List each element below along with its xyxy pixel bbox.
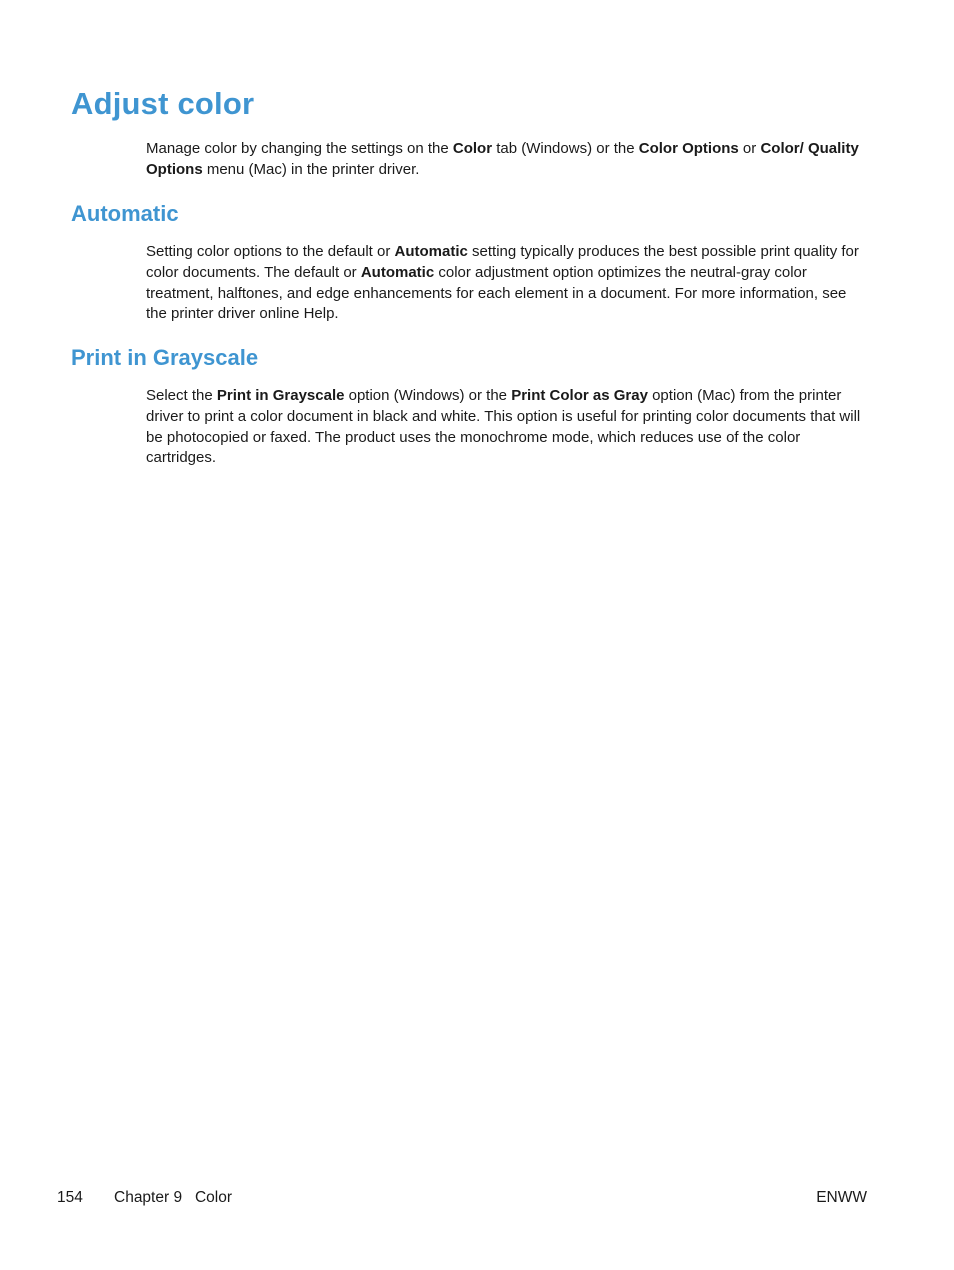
page-number: 154 (57, 1189, 83, 1206)
automatic-text: color adjustment option optimizes the neutral-gray color treatment, halftones, and edge enhancements for each element in a document. For more information, see the printer driver online Help. (146, 263, 847, 323)
automatic-paragraph (146, 242, 868, 325)
footer-chapter: Chapter 9 Color (114, 1189, 233, 1206)
intro-text: Manage color by changing the settings on the (146, 140, 453, 157)
color-tab-term: Color (452, 140, 493, 157)
grayscale-text: option (Windows) or the (344, 387, 512, 404)
print-in-grayscale-term: Print in Grayscale (216, 387, 345, 404)
automatic-text: Setting color options to the default or (146, 243, 395, 260)
grayscale-heading: Print in Grayscale (71, 345, 259, 370)
automatic-text: setting typically produces the best possible print quality for color documents. The default or (146, 243, 859, 281)
page-title: Adjust color (71, 86, 255, 121)
intro-paragraph (146, 139, 868, 181)
automatic-term: Automatic (394, 243, 468, 260)
automatic-heading: Automatic (71, 201, 179, 226)
footer-edition: ENWW (816, 1189, 867, 1206)
grayscale-text: option (Mac) from the printer driver to print a color document in black and white. This option is useful for printing color documents that will be photocopied or faxed. The product uses the monochrome mode, which reduces use of the color cartridges. (146, 387, 861, 467)
intro-text: or (738, 140, 761, 157)
color-options-term: Color Options (638, 140, 739, 157)
grayscale-paragraph (146, 386, 868, 469)
intro-text: menu (Mac) in the printer driver. (202, 160, 420, 178)
grayscale-text: Select the (146, 387, 217, 404)
automatic-term: Automatic (360, 263, 435, 281)
intro-text: tab (Windows) or the (492, 140, 639, 157)
color-quality-options-term: Color/ Quality Options (146, 140, 859, 178)
print-color-as-gray-term: Print Color as Gray (511, 387, 648, 404)
